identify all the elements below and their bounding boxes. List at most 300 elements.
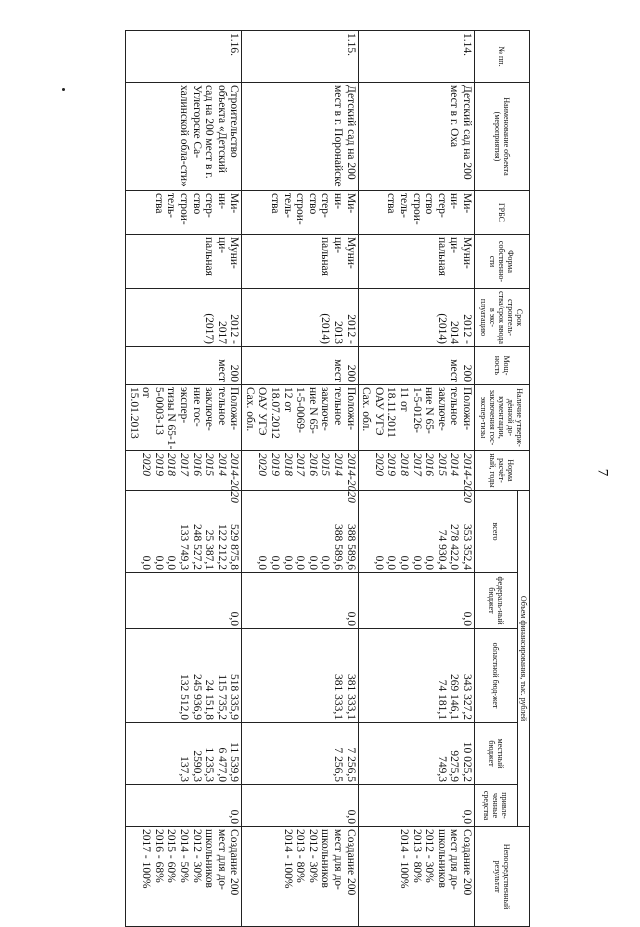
cell-local	[125, 723, 241, 785]
cell-local-line	[165, 725, 178, 782]
header-ownership: Форма собственно-сти	[475, 235, 530, 289]
cell-federal-line	[215, 575, 228, 626]
cell-local-line: 7 256,5	[344, 747, 357, 782]
cell-years-line: 2017	[177, 453, 190, 476]
cell-ownership-line: пальная	[203, 237, 216, 276]
cell-docs	[358, 385, 474, 451]
cell-federal-line: 0,0	[228, 611, 241, 626]
cell-name: Детский сад на 200 мест в г. Оха	[358, 83, 474, 191]
cell-result-line: мест для до-	[215, 829, 228, 890]
cell-regional	[242, 629, 358, 723]
cell-docs-line: от	[140, 387, 153, 398]
cell-term-line: 2012 -	[461, 314, 473, 344]
cell-num: 1.14.	[358, 31, 474, 83]
cell-result	[358, 827, 474, 927]
cell-local-line	[397, 725, 410, 782]
cell-private-line	[140, 787, 153, 824]
cell-private-line	[306, 787, 319, 824]
header-num: № пп.	[475, 31, 530, 83]
page-number: 7	[594, 468, 611, 477]
cell-private-line	[423, 787, 436, 824]
cell-grbs-line: тель-	[165, 193, 178, 218]
cell-result-line: Создание 200	[461, 829, 473, 896]
cell-regional-line: 269 146,1	[448, 674, 461, 720]
cell-docs-line: тельное	[448, 387, 461, 426]
cell-docs-line: 1-5-0126-	[410, 387, 423, 433]
cell-federal	[358, 573, 474, 629]
cell-years-line: 2014	[332, 453, 345, 476]
cell-grbs-line: ства	[152, 193, 165, 214]
cell-result-line: 2012 - 30%	[306, 829, 319, 883]
cell-docs-line: тизы N 65-1-	[165, 387, 178, 450]
header-funding: Объем финансирования, тыс. рублей	[518, 491, 530, 827]
cell-result-line: школьников	[203, 829, 216, 888]
cell-ownership-line: пальная	[319, 237, 332, 276]
cell-docs-line: тельное	[332, 387, 345, 426]
cell-federal	[242, 573, 358, 629]
header-federal: федераль-ный бюджет	[475, 573, 518, 629]
cell-grbs-line: ни-	[215, 193, 228, 210]
cell-years-line: 2020	[140, 453, 153, 476]
cell-federal-line	[397, 575, 410, 626]
cell-years-line: 2016	[423, 453, 436, 476]
cell-result-line: 2015 - 60%	[165, 829, 178, 883]
cell-years-line: 2014-2020	[228, 453, 241, 503]
table-row	[125, 31, 241, 927]
cell-capacity-line: 200	[344, 364, 357, 382]
cell-private-line	[281, 787, 294, 824]
cell-total	[242, 491, 358, 573]
cell-docs	[125, 385, 241, 451]
cell-federal-line	[410, 575, 423, 626]
cell-regional-line: 115 735,2	[215, 674, 228, 720]
cell-federal-line	[435, 575, 448, 626]
header-capacity: Мощ-ность	[475, 347, 530, 385]
cell-private-line	[152, 787, 165, 824]
cell-regional-line	[410, 631, 423, 720]
cell-years-line: 2019	[385, 453, 398, 476]
cell-years-line: 2016	[306, 453, 319, 476]
header-regional: областной бюд-жет	[475, 629, 518, 723]
cell-term-line: (2014)	[435, 313, 448, 344]
cell-private-line: 0,0	[461, 809, 473, 825]
cell-result	[242, 827, 358, 927]
cell-local-line: 7 256,5	[332, 747, 345, 782]
cell-grbs-line: ни-	[448, 193, 461, 210]
cell-total-line: 278 422,0	[448, 524, 461, 570]
cell-term-line: 2017	[215, 321, 228, 344]
cell-ownership-line: Муни-	[228, 237, 241, 269]
cell-federal-line: 0,0	[344, 611, 357, 626]
cell-docs-line: 18.07.2012	[269, 387, 282, 439]
cell-years-line: 2015	[435, 453, 448, 476]
cell-years-line: 2018	[165, 453, 178, 476]
cell-docs-line: 1-5-0069-	[294, 387, 307, 433]
cell-total-line: 0,0	[423, 555, 436, 570]
cell-federal-line: 0,0	[461, 611, 473, 626]
cell-federal-line	[152, 575, 165, 626]
cell-capacity-line: мест	[332, 359, 345, 382]
cell-local-line: 6 477,0	[215, 747, 228, 782]
cell-grbs-line: Ми-	[344, 193, 357, 214]
cell-regional-line	[397, 631, 410, 720]
cell-grbs	[358, 191, 474, 235]
cell-local-line: 11 539,9	[228, 742, 241, 782]
cell-local-line: 1 235,3	[203, 747, 216, 782]
cell-docs-line: ОАУ УГЭ	[256, 387, 269, 436]
cell-total-line: 74 930,4	[435, 529, 448, 570]
cell-private-line	[177, 787, 190, 824]
cell-local-line: 137,3	[177, 756, 190, 782]
cell-ownership	[242, 235, 358, 289]
cell-docs-line: экспер-	[177, 387, 190, 424]
cell-grbs-line: ство	[423, 193, 436, 215]
cell-regional-line	[423, 631, 436, 720]
cell-term	[358, 289, 474, 347]
header-grbs: ГРБС	[475, 191, 530, 235]
cell-private-line	[203, 787, 216, 824]
header-year: Норма расчёт-ный, годы	[475, 451, 530, 491]
cell-grbs-line: Ми-	[461, 193, 473, 214]
cell-total-line: 529 875,8	[228, 524, 241, 570]
cell-result-line: 2016 - 68%	[152, 829, 165, 883]
cell-result-line: Создание 200	[228, 829, 241, 896]
cell-docs	[242, 385, 358, 451]
cell-docs-line: Сах. обл.	[243, 387, 256, 432]
cell-years-line: 2018	[281, 453, 294, 476]
cell-docs-line: заключе-	[435, 387, 448, 431]
cell-result-line: 2013 - 80%	[410, 829, 423, 883]
cell-local-line	[306, 725, 319, 782]
cell-private-line	[397, 787, 410, 824]
cell-regional-line	[319, 631, 332, 720]
cell-federal-line	[281, 575, 294, 626]
cell-docs-line: тельное	[215, 387, 228, 426]
cell-result-line: 2014 - 50%	[177, 829, 190, 883]
cell-term-line: 2012 -	[344, 314, 357, 344]
cell-local-line	[294, 725, 307, 782]
cell-docs-line: Положи-	[344, 387, 357, 431]
cell-docs-line: Положи-	[228, 387, 241, 431]
cell-docs-line: 5-0003-13	[152, 387, 165, 435]
cell-result-line: 2014 - 100%	[281, 829, 294, 889]
header-row-1	[518, 31, 530, 927]
cell-local	[242, 723, 358, 785]
cell-grbs-line: стер-	[203, 193, 216, 218]
cell-total-line: 0,0	[281, 555, 294, 570]
cell-term-line: 2012 -	[228, 314, 241, 344]
cell-regional-line: 245 936,9	[190, 674, 203, 720]
cell-years-line: 2015	[203, 453, 216, 476]
cell-years-line: 2018	[398, 453, 411, 476]
cell-local-line	[319, 725, 332, 782]
header-total: всего	[475, 491, 518, 573]
cell-private-line	[190, 787, 203, 824]
cell-total-line: 0,0	[410, 555, 423, 570]
cell-local-line	[152, 725, 165, 782]
cell-local-line: 749,3	[435, 756, 448, 782]
header-private: привле-ченные средства	[475, 785, 518, 827]
cell-years-line: 2020	[256, 453, 269, 476]
cell-total-line: 388 589,6	[344, 524, 357, 570]
cell-years-line: 2015	[319, 453, 332, 476]
cell-capacity	[125, 347, 241, 385]
cell-capacity-line: 200	[461, 364, 473, 382]
cell-docs-line: 11 от	[398, 387, 411, 412]
cell-local-line	[423, 725, 436, 782]
cell-private	[242, 785, 358, 827]
cell-grbs-line: ство	[306, 193, 319, 215]
cell-years-line: 2019	[152, 453, 165, 476]
cell-term-line: 2013	[332, 321, 345, 344]
cell-federal-line	[269, 575, 282, 626]
cell-regional-line	[372, 631, 385, 720]
cell-private-line: 0,0	[228, 809, 241, 825]
cell-capacity-line: мест	[215, 359, 228, 382]
cell-total-line: 0,0	[269, 555, 282, 570]
cell-total-line: 0,0	[140, 555, 153, 570]
cell-years-line: 2017	[410, 453, 423, 476]
cell-total-line: 353 352,4	[461, 524, 473, 570]
cell-local-line	[385, 725, 398, 782]
cell-result-line: мест для до-	[332, 829, 345, 890]
cell-grbs-line: ства	[385, 193, 398, 214]
cell-ownership-line: пальная	[435, 237, 448, 276]
cell-docs-line: Сах. обл.	[360, 387, 373, 432]
cell-name: Строительство объекта «Детский сад на 200 мест в г. Углегорске Са-халинской обла-сти»	[125, 83, 241, 191]
cell-result-line: 2017 - 100%	[140, 829, 153, 889]
cell-result-line: мест для до-	[448, 829, 461, 890]
cell-term-line: (2017)	[203, 313, 216, 344]
cell-grbs-line: строи-	[177, 193, 190, 225]
cell-regional-line: 74 181,1	[435, 679, 448, 720]
cell-total-line: 0,0	[294, 555, 307, 570]
cell-capacity	[242, 347, 358, 385]
cell-total-line: 0,0	[398, 555, 411, 570]
cell-regional-line	[165, 631, 178, 720]
cell-num: 1.15.	[242, 31, 358, 83]
rotated-table-container	[30, 30, 530, 910]
cell-private-line	[269, 787, 282, 824]
cell-regional-line	[152, 631, 165, 720]
cell-years	[358, 451, 474, 503]
table-row	[358, 31, 474, 927]
cell-term	[242, 289, 358, 347]
cell-ownership-line: Муни-	[344, 237, 357, 269]
cell-private	[125, 785, 241, 827]
cell-grbs-line: ни-	[332, 193, 345, 210]
cell-ownership-line: ци-	[215, 237, 228, 254]
cell-capacity	[358, 347, 474, 385]
cell-grbs-line: ства	[269, 193, 282, 214]
cell-private-line	[331, 787, 344, 824]
cell-regional	[358, 629, 474, 723]
cell-private-line	[319, 787, 332, 824]
cell-private-line: 0,0	[344, 809, 357, 825]
cell-total-line: 248 527,2	[190, 524, 203, 570]
cell-local-line	[281, 725, 294, 782]
header-result: Непосредственный результат	[475, 827, 530, 927]
cell-capacity-line: 200	[228, 364, 241, 382]
cell-regional	[125, 629, 241, 723]
cell-total-line: 0,0	[152, 555, 165, 570]
cell-federal-line	[294, 575, 307, 626]
cell-years-line: 2016	[190, 453, 203, 476]
cell-local-line	[372, 725, 385, 782]
cell-federal-line	[165, 575, 178, 626]
header-name: Наименование объекта (мероприятия)	[475, 83, 530, 191]
cell-grbs	[125, 191, 241, 235]
cell-total-line: 0,0	[165, 555, 178, 570]
cell-result-line: 2013 - 80%	[294, 829, 307, 883]
cell-local	[358, 723, 474, 785]
cell-regional-line: 381 333,1	[332, 674, 345, 720]
cell-result-line: 2012 - 30%	[423, 829, 436, 883]
cell-result-line: школьников	[435, 829, 448, 888]
cell-total-line: 0,0	[256, 555, 269, 570]
cell-term	[125, 289, 241, 347]
cell-total-line: 388 589,6	[332, 524, 345, 570]
cell-docs-line: ние гос-	[190, 387, 203, 427]
cell-local-line	[140, 725, 153, 782]
cell-private-line	[410, 787, 423, 824]
cell-years-line: 2014	[215, 453, 228, 476]
cell-regional-line	[140, 631, 153, 720]
cell-grbs	[242, 191, 358, 235]
cell-grbs-line: строи-	[294, 193, 307, 225]
cell-grbs-line: тель-	[281, 193, 294, 218]
cell-result-line: 2012 - 30%	[190, 829, 203, 883]
cell-regional-line	[281, 631, 294, 720]
cell-private-line	[372, 787, 385, 824]
header-term: Срок строитель-ства/срок вводa в экс-плуатацию	[475, 289, 530, 347]
cell-ownership-line: Муни-	[461, 237, 473, 269]
header-docs: Наличие утверж-дённой до-кументации, заключения гос-экспер-тизы	[475, 385, 530, 451]
cell-total-line: 122 212,2	[215, 524, 228, 570]
cell-result	[125, 827, 241, 927]
cell-local-line	[269, 725, 282, 782]
cell-federal-line	[190, 575, 203, 626]
cell-federal-line	[140, 575, 153, 626]
cell-private-line	[215, 787, 228, 824]
cell-federal-line	[177, 575, 190, 626]
cell-total-line: 0,0	[385, 555, 398, 570]
cell-private	[358, 785, 474, 827]
cell-regional-line: 381 333,1	[344, 674, 357, 720]
cell-federal-line	[306, 575, 319, 626]
cell-federal-line	[331, 575, 344, 626]
cell-ownership	[125, 235, 241, 289]
cell-result-line: школьников	[319, 829, 332, 888]
cell-years-line: 2014-2020	[344, 453, 357, 503]
cell-docs-line: 18.11.2011	[385, 387, 398, 438]
cell-docs-line: 15.01.2013	[127, 387, 140, 439]
cell-grbs-line: стер-	[319, 193, 332, 218]
table-body	[125, 31, 474, 927]
cell-total-line: 0,0	[306, 555, 319, 570]
cell-regional-line: 24 151,8	[203, 679, 216, 720]
cell-private-line	[448, 787, 461, 824]
cell-num: 1.16.	[125, 31, 241, 83]
cell-years-line: 2014	[448, 453, 461, 476]
cell-private-line	[385, 787, 398, 824]
cell-regional-line	[256, 631, 269, 720]
cell-docs-line: ние N 65-	[423, 387, 436, 434]
header-local: местный бюджет	[475, 723, 518, 785]
cell-docs-line: заключе-	[319, 387, 332, 431]
cell-total-line: 0,0	[372, 555, 385, 570]
cell-total-line: 133 749,3	[177, 524, 190, 570]
cell-years-line: 2019	[269, 453, 282, 476]
cell-private-line	[294, 787, 307, 824]
cell-federal-line	[319, 575, 332, 626]
cell-capacity-line: мест	[448, 359, 461, 382]
cell-term-line: 2014	[448, 321, 461, 344]
cell-ownership-line: ци-	[332, 237, 345, 254]
cell-regional-line	[269, 631, 282, 720]
cell-docs-line: ние N 65-	[306, 387, 319, 434]
cell-private-line	[435, 787, 448, 824]
cell-total	[358, 491, 474, 573]
cell-grbs-line: Ми-	[228, 193, 241, 214]
cell-local-line: 2590,3	[190, 750, 203, 782]
cell-docs-line: Положи-	[461, 387, 473, 431]
cell-federal-line	[448, 575, 461, 626]
cell-result-line: Создание 200	[344, 829, 357, 896]
cell-local-line	[410, 725, 423, 782]
cell-grbs-line: тель-	[398, 193, 411, 218]
cell-regional-line	[306, 631, 319, 720]
cell-regional-line	[294, 631, 307, 720]
cell-grbs-line: ство	[190, 193, 203, 215]
cell-term-line: (2014)	[319, 313, 332, 344]
cell-federal-line	[423, 575, 436, 626]
cell-years	[242, 451, 358, 503]
cell-years	[125, 451, 241, 503]
cell-result-line: 2014 - 100%	[398, 829, 411, 889]
cell-total-line: 25 387,1	[203, 529, 216, 570]
cell-ownership-line: ци-	[448, 237, 461, 254]
cell-local-line: 9275,9	[448, 750, 461, 782]
cell-years-line: 2020	[372, 453, 385, 476]
cell-years-line: 2014-2020	[461, 453, 473, 503]
cell-local-line	[256, 725, 269, 782]
cell-private-line	[256, 787, 269, 824]
cell-ownership	[358, 235, 474, 289]
cell-local-line: 10 025,2	[461, 741, 473, 782]
cell-docs-line: заключе-	[203, 387, 216, 431]
cell-federal-line	[385, 575, 398, 626]
cell-grbs-line: стер-	[435, 193, 448, 218]
cell-regional-line: 343 327,2	[461, 674, 473, 720]
cell-name: Детский сад на 200 мест в г. Поронайске	[242, 83, 358, 191]
cell-regional-line: 518 335,9	[228, 674, 241, 720]
cell-regional-line	[385, 631, 398, 720]
cell-federal-line	[203, 575, 216, 626]
table-row	[242, 31, 358, 927]
cell-private-line	[165, 787, 178, 824]
cell-federal-line	[256, 575, 269, 626]
cell-docs-line: 12 от	[281, 387, 294, 412]
cell-total	[125, 491, 241, 573]
cell-federal	[125, 573, 241, 629]
cell-federal-line	[372, 575, 385, 626]
cell-regional-line: 132 512,0	[177, 674, 190, 720]
funding-table	[125, 30, 530, 927]
cell-docs-line: ОАУ УГЭ	[372, 387, 385, 436]
cell-total-line: 0,0	[319, 555, 332, 570]
cell-years-line: 2017	[294, 453, 307, 476]
